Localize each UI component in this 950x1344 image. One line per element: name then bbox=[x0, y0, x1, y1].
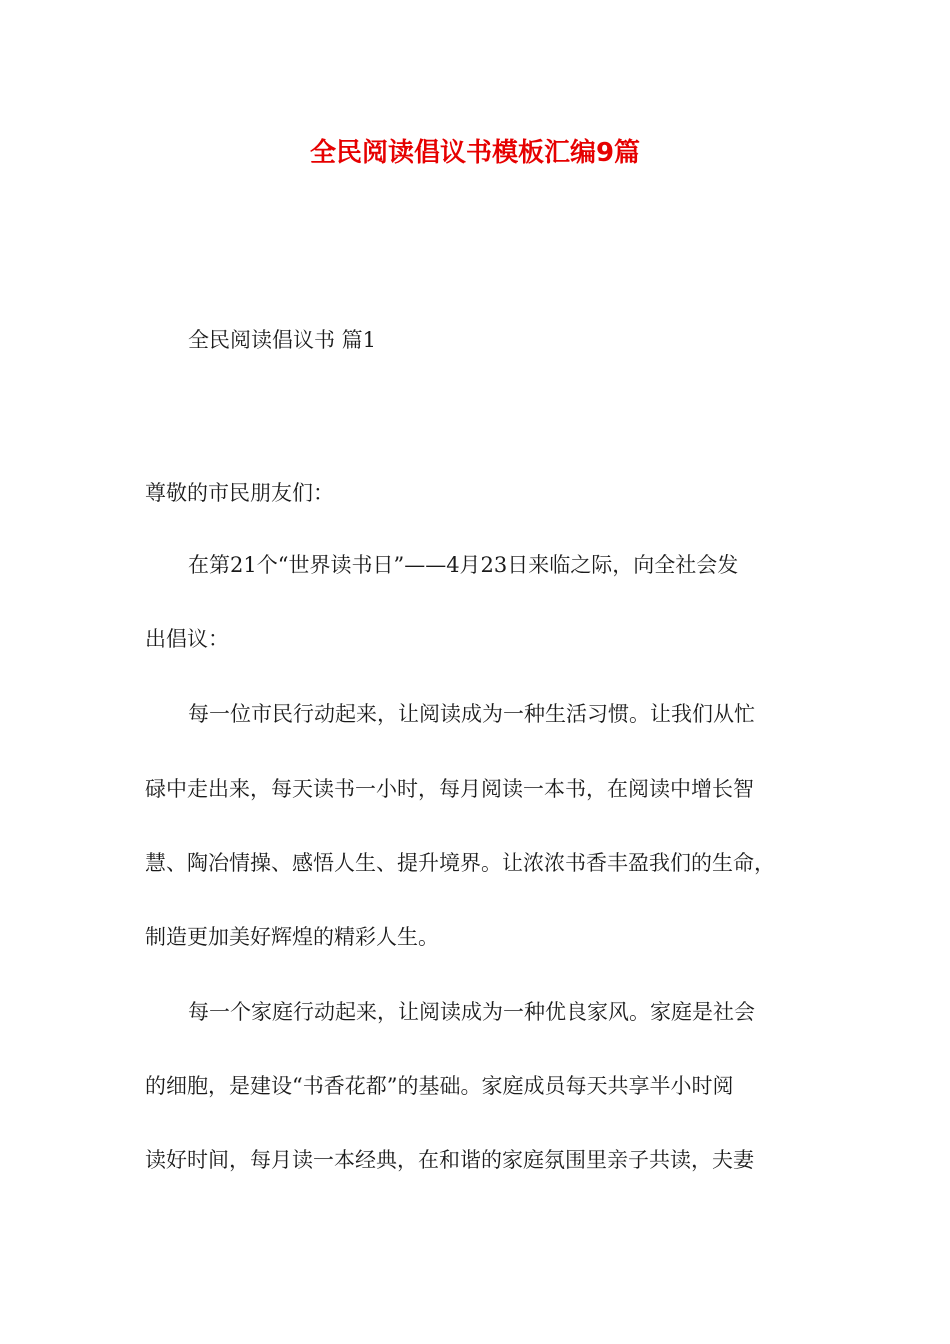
salutation: 尊敬的市民朋友们： bbox=[145, 481, 334, 505]
paragraph-line: 的细胞，是建设“书香花都”的基础。家庭成员每天共享半小时阅 bbox=[145, 1074, 734, 1098]
paragraph-line: 碌中走出来，每天读书一小时，每月阅读一本书，在阅读中增长智 bbox=[145, 777, 754, 801]
paragraph-line: 出倡议： bbox=[145, 627, 229, 651]
paragraph-line: 慧、陶冶情操、感悟人生、提升境界。让浓浓书香丰盈我们的生命， bbox=[145, 851, 775, 875]
paragraph-line: 在第21个“世界读书日”——4月23日来临之际，向全社会发 bbox=[188, 553, 739, 577]
paragraph-line: 每一位市民行动起来，让阅读成为一种生活习惯。让我们从忙 bbox=[188, 702, 755, 726]
paragraph-line: 制造更加美好辉煌的精彩人生。 bbox=[145, 925, 439, 949]
document-title: 全民阅读倡议书模板汇编9篇 bbox=[309, 138, 641, 168]
paragraph-line: 读好时间，每月读一本经典，在和谐的家庭氛围里亲子共读，夫妻 bbox=[145, 1148, 754, 1172]
section-heading: 全民阅读倡议书 篇1 bbox=[188, 328, 377, 352]
paragraph-line: 每一个家庭行动起来，让阅读成为一种优良家风。家庭是社会 bbox=[188, 1000, 755, 1024]
